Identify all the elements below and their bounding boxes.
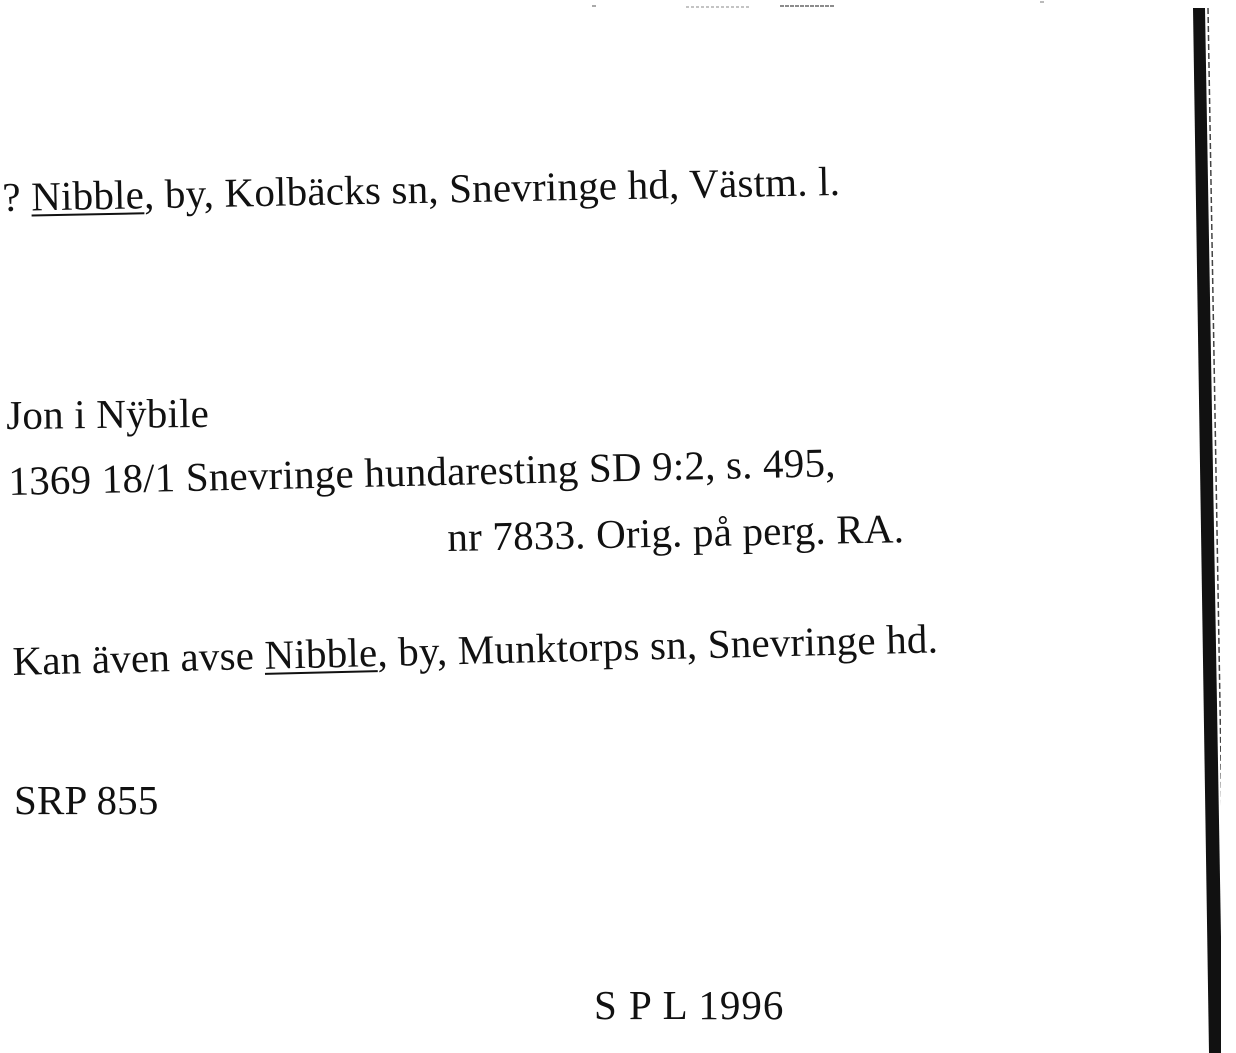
scan-right-edge-border bbox=[1193, 8, 1221, 1053]
heading-location: , by, Kolbäcks sn, Snevringe hd, Västm. l. bbox=[143, 157, 841, 218]
reference-code: SRP 855 bbox=[14, 777, 159, 823]
source-citation-line-2: nr 7833. Orig. på perg. RA. bbox=[446, 505, 905, 560]
note-prefix: Kan även avse bbox=[11, 631, 266, 684]
scan-top-edge-marks bbox=[0, 0, 1236, 12]
card-heading bbox=[1, 157, 841, 220]
heading-place-name: Nibble bbox=[30, 171, 145, 220]
heading-prefix: ? bbox=[1, 173, 32, 220]
note-location: , by, Munktorps sn, Snevringe hd. bbox=[376, 615, 939, 676]
signature-stamp: S P L 1996 bbox=[594, 982, 785, 1028]
person-name: Jon i Nÿbile bbox=[5, 389, 210, 438]
note-place-name: Nibble bbox=[263, 629, 378, 678]
alternative-note bbox=[11, 615, 939, 684]
source-citation-line-1: 1369 18/1 Snevringe hundaresting SD 9:2, s. 495, bbox=[7, 439, 837, 504]
